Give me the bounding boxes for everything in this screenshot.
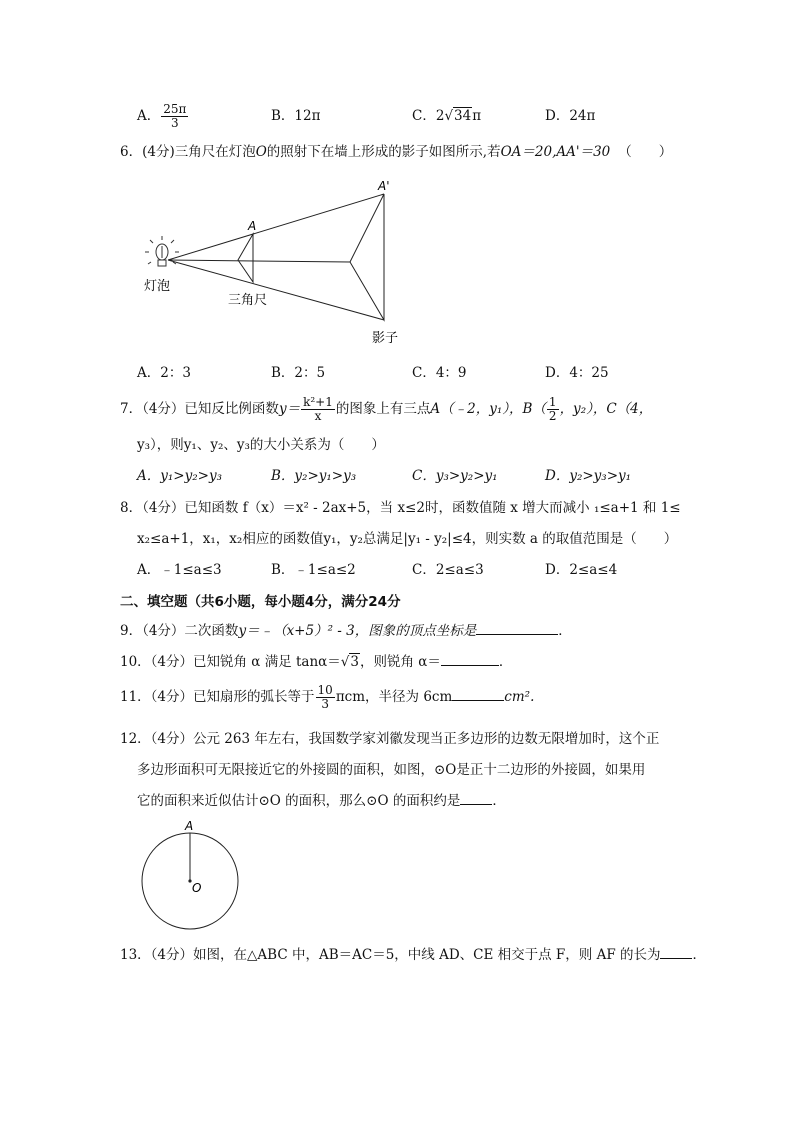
- q5-option-c: C．2√34π: [412, 108, 482, 124]
- q6-label-a-prime: A': [378, 180, 390, 193]
- q11-fraction: $\frac{10}{3}$: [317, 683, 333, 711]
- q6-stem: 6．(4分)三角尺在灯泡O的照射下在墙上形成的影子如图所示,若OA＝20,AA'＝30 （ ）: [120, 144, 673, 160]
- q6-option-d: D．4：25: [545, 365, 609, 381]
- q12-line2: 多边形面积可无限接近它的外接圆的面积，如图，⊙O是正十二边形的外接圆，如果用: [137, 762, 646, 778]
- q8-option-d: D．2≤a≤4: [545, 562, 618, 578]
- q11: 11．（4分）已知扇形的弧长等于 $\frac{10}{3}$ πcm，半径为 6cm cm².: [120, 683, 535, 711]
- q7-half: $\frac{1}{2}$: [548, 395, 557, 423]
- q7-option-c: C．y₃>y₂>y₁: [412, 468, 498, 484]
- q7-option-b: B．y₂>y₁>y₃: [271, 468, 357, 484]
- triangle-shadow: [350, 194, 384, 320]
- q9: 9．（4分）二次函数y＝﹣（x+5）² - 3，图象的顶点坐标是 ．: [120, 620, 572, 642]
- q5-a-fraction: $\frac{25\pi}{3}$: [163, 102, 187, 130]
- q6-option-c: C．4：9: [412, 365, 467, 381]
- ray-top: [168, 194, 384, 260]
- q5-option-a: A． $\frac{25\pi}{3}$: [137, 102, 187, 130]
- q6-label-ruler: 三角尺: [228, 293, 268, 308]
- q12-label-o: O: [192, 881, 202, 895]
- q5-option-b: B．12π: [271, 108, 321, 124]
- q7-option-d: D．y₂>y₃>y₁: [545, 468, 632, 484]
- q8-line1: 8．（4分）已知函数 f（x）＝x² - 2ax+5，当 x≤2时，函数值随 x 增大而减小 ₁≤a+1 和 1≤: [120, 500, 681, 516]
- q6-label-shadow: 影子: [372, 331, 399, 346]
- q6-label-a: A: [248, 219, 257, 233]
- q10: 10．（4分）已知锐角 α 满足 tanα＝√3，则锐角 α＝ ．: [120, 651, 512, 673]
- q7-fraction: $\frac{\text{k²+1}}{x}$: [303, 395, 333, 423]
- q8-line2: x₂≤a+1，x₁，x₂相应的函数值y₁，y₂总满足|y₁ - y₂|≤4，则实数 a 的取值范围是（ ）: [137, 531, 678, 547]
- q8-option-b: B．﹣1≤a≤2: [271, 562, 356, 578]
- q6-option-a: A．2：3: [137, 365, 191, 381]
- q12-answer-blank[interactable]: [460, 790, 492, 805]
- q12-line1: 12．（4分）公元 263 年左右，我国数学家刘徽发现当正多边形的边数无限增加时，这个正: [120, 731, 660, 747]
- section-title: 二、填空题（共6小题，每小题4分，满分24分: [120, 594, 401, 610]
- q5-option-d: D．24π: [545, 108, 596, 124]
- q6-figure: [140, 180, 410, 348]
- q6-option-b: B．2：5: [271, 365, 326, 381]
- q8-option-c: C．2≤a≤3: [412, 562, 484, 578]
- q13-answer-blank[interactable]: [660, 944, 692, 959]
- q8-option-a: A．﹣1≤a≤3: [137, 562, 222, 578]
- q7-option-a: A．y₁>y₂>y₃: [137, 468, 222, 484]
- q11-answer-blank[interactable]: [452, 686, 504, 701]
- q6-label-bulb: 灯泡: [144, 279, 171, 294]
- triangle-ruler: [238, 234, 253, 282]
- ray-bottom: [168, 260, 384, 320]
- q13: 13．（4分）如图，在△ABC 中，AB＝AC＝5，中线 AD、CE 相交于点 F，则 AF 的长为 ．: [120, 944, 706, 966]
- q10-answer-blank[interactable]: [441, 651, 499, 666]
- q9-answer-blank[interactable]: [476, 620, 558, 635]
- q12-figure: [138, 818, 244, 932]
- ray-middle: [168, 260, 350, 262]
- q7-line2: y₃），则y₁、y₂、y₃的大小关系为（ ）: [137, 437, 385, 453]
- q12-line3: 它的面积来近似估计⊙O 的面积，那么⊙O 的面积约是 ．: [137, 790, 506, 812]
- q12-label-a: A: [185, 819, 194, 833]
- q7-line1: 7．（4分）已知反比例函数y＝ $\frac{\text{k²+1}}{x}$ 的图象上有三点A（﹣2，y₁），B（ $\frac{1}{2}$ ，y₂），C（4，: [120, 395, 653, 423]
